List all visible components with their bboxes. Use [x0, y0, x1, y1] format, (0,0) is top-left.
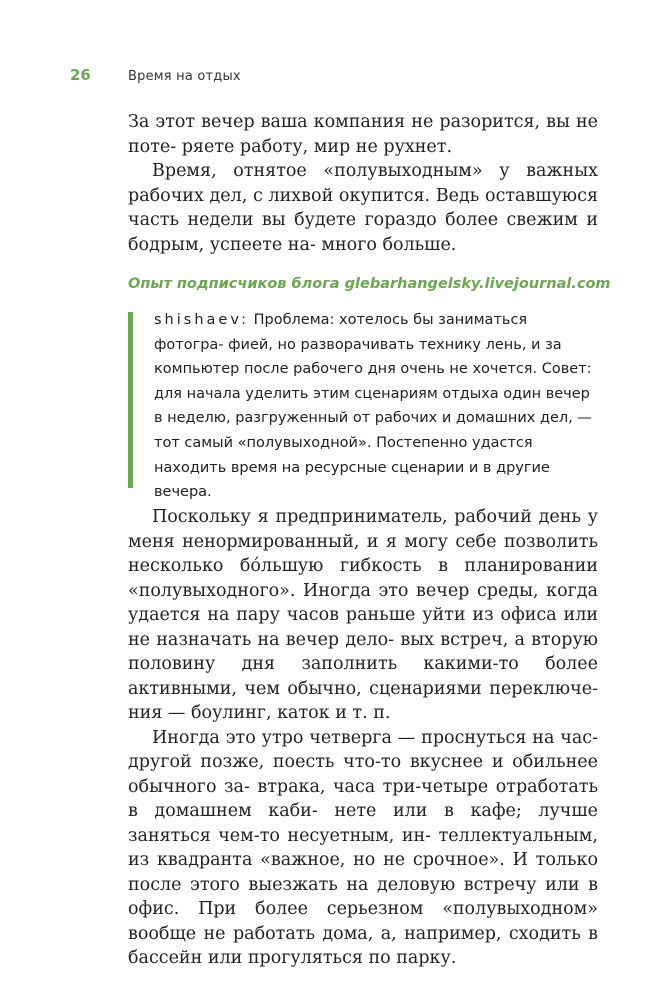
quote-line: рабочего дня очень не хочется. Совет: для начала уделить [154, 361, 592, 402]
quote-line: этим сценариям отдыха один вечер в неделю, разгруженный [154, 385, 590, 427]
text-line: ряете работу, мир не рухнет. [181, 136, 453, 157]
quote-line: Проблема: хотелось бы заниматься фотогра- [154, 312, 528, 353]
text-line: дел, с лихвой окупится. Ведь оставшуюся часть недели [128, 185, 598, 230]
text-line: Поскольку я предприниматель, рабочий день у меня [128, 507, 598, 552]
paragraph [128, 726, 598, 971]
running-title: Время на отдых [128, 69, 241, 84]
page-header [70, 66, 241, 84]
text-line: нете или в кафе; лучше заняться чем-то несуетным, ин- [128, 801, 598, 846]
section-heading: Опыт подписчиков блога glebarhangelsky.livejournal.com [128, 276, 611, 292]
intro-text [128, 110, 598, 257]
text-line: Время, отнятое «полувыходным» у важных рабочих [128, 161, 598, 206]
page-number: 26 [70, 66, 91, 84]
text-line: много больше. [321, 234, 457, 255]
quote-bar [128, 312, 133, 488]
blockquote [128, 308, 598, 501]
quote-line: и в другие вечера. [154, 459, 550, 501]
paragraph [128, 505, 598, 726]
text-line: не работать дома, а, например, сходить в бассейн или [128, 923, 598, 968]
text-line: ненормированный, и я могу себе позволить несколько [128, 531, 598, 576]
text-line: вых встреч, а вторую половину дня заполнить какими-то [128, 629, 598, 674]
quote-line: фией, но разворачивать технику лень, и за компьютер после [154, 336, 562, 378]
text-line: более активными, чем обычно, сценариями переключе- [128, 654, 598, 699]
main-text [128, 505, 598, 971]
paragraph [128, 110, 598, 159]
quote-line: от рабочих и домашних дел, — тот самый «полувыходной». [154, 410, 592, 451]
text-line: прогуляться по парку. [247, 948, 457, 968]
paragraph [128, 159, 598, 257]
text-line: раньше уйти из офиса или не назначать на вечер дело- [128, 605, 598, 650]
text-line: Иногда это вечер среды, когда удается на пару часов [128, 580, 598, 625]
text-line: в офис. При более серьезном «полувыходном» вообще [128, 874, 598, 944]
text-line: И только после этого выезжать на деловую встречу или [128, 850, 598, 895]
quote-author: shishaev: [154, 312, 249, 328]
text-line: позже, поесть что-то вкуснее и обильнее обычного за- [128, 752, 598, 797]
text-line: Иногда это утро четверга — проснуться на час-другой [128, 727, 598, 772]
quote-text [154, 308, 598, 505]
text-line: бо́льшую гибкость в планировании «полувыходного». [128, 556, 598, 601]
text-line: ния — боулинг, каток и т. п. [128, 703, 391, 723]
text-line: втрака, часа три-четыре отработать в домашнем каби- [128, 776, 598, 821]
text-line: За этот вечер ваша компания не разорится, вы не поте- [128, 112, 598, 157]
text-line: теллектуальным, из квадранта «важное, но не срочное». [128, 825, 598, 870]
quote-line: Постепенно удастся находить время на ресурсные сценарии [154, 434, 533, 476]
text-line: вы будете гораздо более свежим и бодрым, успеете на- [128, 210, 598, 255]
